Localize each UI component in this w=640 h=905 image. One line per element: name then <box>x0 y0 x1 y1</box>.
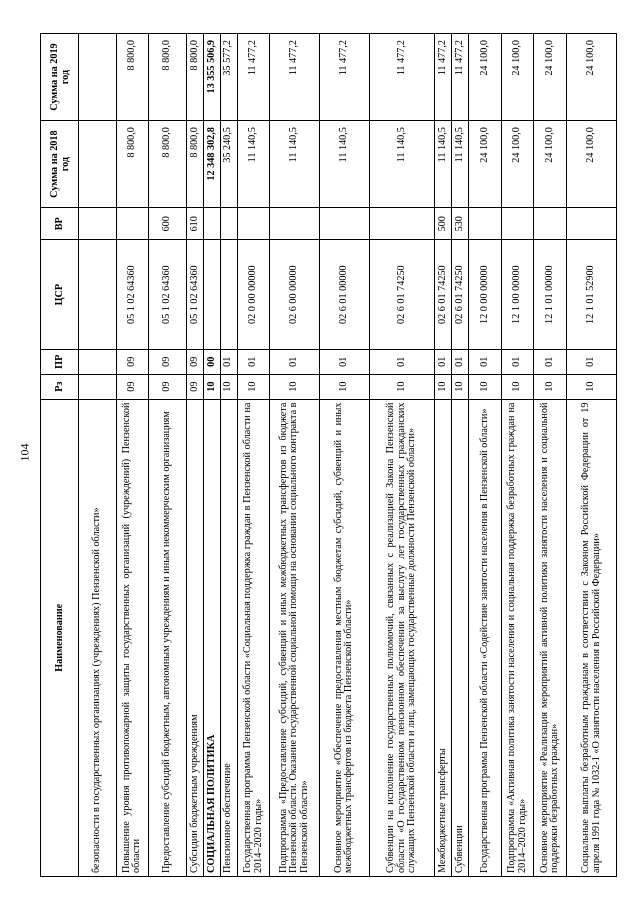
row-csr: 05 1 02 64360 <box>186 240 203 349</box>
table-row <box>501 34 534 877</box>
row-sum-2018: 11 140,5 <box>270 121 320 208</box>
row-vr: 530 <box>452 208 469 240</box>
row-vr <box>237 208 270 240</box>
header-rz: Рз <box>41 374 79 399</box>
row-name: Основное мероприятие «Обеспечение предоставления местным бюджетам субсидий, субвенций и иных межбюджетных трансфертов из бюджета Пензенской области» <box>320 399 370 876</box>
row-csr <box>203 240 220 349</box>
page-number: 104 <box>17 443 32 462</box>
row-csr: 02 6 01 74250 <box>452 240 469 349</box>
row-pr: 01 <box>567 349 617 374</box>
row-csr: 12 1 00 00000 <box>501 240 534 349</box>
table-row <box>270 34 320 877</box>
table-row <box>149 34 187 877</box>
row-vr <box>567 208 617 240</box>
header-pr: ПР <box>41 349 79 374</box>
row-pr: 01 <box>435 349 452 374</box>
row-rz: 09 <box>116 374 149 399</box>
row-rz: 10 <box>237 374 270 399</box>
row-name: Государственная программа Пензенской области «Социальная поддержка граждан в Пензенской области на 2014–2020 годы» <box>237 399 270 876</box>
row-sum-2019: 11 477,2 <box>320 34 370 121</box>
row-rz: 09 <box>186 374 203 399</box>
row-rz <box>79 374 117 399</box>
header-vr: ВР <box>41 208 79 240</box>
row-pr: 01 <box>270 349 320 374</box>
row-pr: 01 <box>220 349 237 374</box>
row-rz: 09 <box>149 374 187 399</box>
row-name: Подпрограмма «Активная политика занятости населения и социальная поддержка безработных граждан на 2014–2020 годы» <box>501 399 534 876</box>
row-sum-2019: 8 800,0 <box>116 34 149 121</box>
row-name: Межбюджетные трансферты <box>435 399 452 876</box>
row-rz: 10 <box>452 374 469 399</box>
row-pr: 01 <box>452 349 469 374</box>
row-sum-2018: 24 100,0 <box>501 121 534 208</box>
row-rz: 10 <box>469 374 502 399</box>
row-rz: 10 <box>435 374 452 399</box>
header-sum-2019: Сумма на 2019 год <box>41 34 79 121</box>
row-name: Подпрограмма «Предоставление субсидий, субвенций и иных межбюджетных трансфертов из бюджета Пензенской области. Оказание государственной социальной помощи на основании социального контракта в Пензенской области» <box>270 399 320 876</box>
row-sum-2018 <box>79 121 117 208</box>
row-sum-2019 <box>79 34 117 121</box>
row-sum-2019: 24 100,0 <box>501 34 534 121</box>
row-rz: 10 <box>534 374 567 399</box>
row-vr <box>220 208 237 240</box>
row-sum-2019: 11 477,2 <box>435 34 452 121</box>
row-rz: 10 <box>369 374 434 399</box>
table-row <box>320 34 370 877</box>
table-row <box>220 34 237 877</box>
row-csr: 05 1 02 64360 <box>116 240 149 349</box>
row-csr: 02 6 00 00000 <box>270 240 320 349</box>
header-sum-2018: Сумма на 2018 год <box>41 121 79 208</box>
table-row <box>79 34 117 877</box>
row-csr: 02 6 01 74250 <box>369 240 434 349</box>
row-sum-2019: 24 100,0 <box>567 34 617 121</box>
row-csr: 02 6 01 00000 <box>320 240 370 349</box>
row-sum-2018: 11 140,5 <box>237 121 270 208</box>
row-sum-2018: 24 100,0 <box>534 121 567 208</box>
row-pr: 01 <box>237 349 270 374</box>
row-vr <box>79 208 117 240</box>
row-sum-2018: 8 800,0 <box>149 121 187 208</box>
row-pr <box>79 349 117 374</box>
row-rz: 10 <box>320 374 370 399</box>
table-row <box>203 34 220 877</box>
table-header-row <box>41 34 79 877</box>
row-vr <box>469 208 502 240</box>
row-name: Субвенции на исполнение государственных полномочий, связанных с реализацией Закона Пензенской области «О государственном пенсионном обеспечении за выслугу лет государственных гражданских служащих Пензенской области и лиц, замещающих государственные должности Пензенской области» <box>369 399 434 876</box>
row-pr: 09 <box>186 349 203 374</box>
row-sum-2019: 8 800,0 <box>186 34 203 121</box>
table-body <box>79 34 617 877</box>
row-name: Повышение уровня противопожарной защиты государственных организаций (учреждений) Пензенской области <box>116 399 149 876</box>
row-name: Государственная программа Пензенской области «Содействие занятости населения в Пензенской области» <box>469 399 502 876</box>
row-sum-2018: 8 800,0 <box>116 121 149 208</box>
row-sum-2019: 11 477,2 <box>369 34 434 121</box>
row-vr <box>501 208 534 240</box>
row-pr: 01 <box>534 349 567 374</box>
row-vr <box>270 208 320 240</box>
row-vr <box>203 208 220 240</box>
row-pr: 00 <box>203 349 220 374</box>
table-row <box>567 34 617 877</box>
row-vr <box>369 208 434 240</box>
row-sum-2018: 12 348 302,8 <box>203 121 220 208</box>
row-rz: 10 <box>270 374 320 399</box>
row-sum-2019: 13 355 506,9 <box>203 34 220 121</box>
row-sum-2018: 24 100,0 <box>469 121 502 208</box>
row-name: Субвенции <box>452 399 469 876</box>
table-row <box>369 34 434 877</box>
row-sum-2018: 8 800,0 <box>186 121 203 208</box>
row-vr <box>534 208 567 240</box>
row-sum-2019: 35 577,2 <box>220 34 237 121</box>
row-csr <box>220 240 237 349</box>
row-csr: 05 1 02 64360 <box>149 240 187 349</box>
row-sum-2019: 11 477,2 <box>270 34 320 121</box>
row-pr: 01 <box>320 349 370 374</box>
row-csr: 12 1 01 00000 <box>534 240 567 349</box>
table-row <box>534 34 567 877</box>
row-csr <box>79 240 117 349</box>
row-pr: 09 <box>116 349 149 374</box>
row-name: Основное мероприятие «Реализация мероприятий активной политики занятости населения и социальной поддержки безработных граждан» <box>534 399 567 876</box>
header-csr: ЦСР <box>41 240 79 349</box>
row-name: Предоставление субсидий бюджетным, автономным учреждениям и иным некоммерческим организациям <box>149 399 187 876</box>
row-pr: 09 <box>149 349 187 374</box>
row-sum-2019: 8 800,0 <box>149 34 187 121</box>
row-sum-2018: 24 100,0 <box>567 121 617 208</box>
row-vr: 610 <box>186 208 203 240</box>
row-vr: 500 <box>435 208 452 240</box>
row-sum-2019: 24 100,0 <box>534 34 567 121</box>
budget-table-container <box>40 33 617 877</box>
row-rz: 10 <box>203 374 220 399</box>
row-sum-2018: 11 140,5 <box>369 121 434 208</box>
table-row <box>186 34 203 877</box>
row-name: СОЦИАЛЬНАЯ ПОЛИТИКА <box>203 399 220 876</box>
table-row <box>469 34 502 877</box>
row-sum-2018: 11 140,5 <box>452 121 469 208</box>
row-csr: 12 0 00 00000 <box>469 240 502 349</box>
row-sum-2019: 11 477,2 <box>237 34 270 121</box>
row-pr: 01 <box>469 349 502 374</box>
row-rz: 10 <box>567 374 617 399</box>
row-vr <box>116 208 149 240</box>
table-row <box>237 34 270 877</box>
row-vr <box>320 208 370 240</box>
header-name: Наименование <box>41 399 79 876</box>
table-row <box>116 34 149 877</box>
row-sum-2019: 11 477,2 <box>452 34 469 121</box>
row-pr: 01 <box>369 349 434 374</box>
row-name: Пенсионное обеспечение <box>220 399 237 876</box>
table-row <box>452 34 469 877</box>
table-row <box>435 34 452 877</box>
row-sum-2018: 11 140,5 <box>320 121 370 208</box>
row-name: Социальные выплаты безработным гражданам в соответствии с Законом Российской Федерации от 19 апреля 1991 года № 1032-1 «О занятости населения в Российской Федерации» <box>567 399 617 876</box>
row-sum-2018: 11 140,5 <box>435 121 452 208</box>
row-vr: 600 <box>149 208 187 240</box>
row-sum-2018: 35 240,5 <box>220 121 237 208</box>
row-pr: 01 <box>501 349 534 374</box>
row-rz: 10 <box>220 374 237 399</box>
row-csr: 12 1 01 52900 <box>567 240 617 349</box>
row-sum-2019: 24 100,0 <box>469 34 502 121</box>
row-csr: 02 6 01 74250 <box>435 240 452 349</box>
row-name: безопасности в государственных организациях (учреждениях) Пензенской области» <box>79 399 117 876</box>
budget-table <box>40 33 617 877</box>
row-rz: 10 <box>501 374 534 399</box>
row-name: Субсидии бюджетным учреждениям <box>186 399 203 876</box>
row-csr: 02 0 00 00000 <box>237 240 270 349</box>
